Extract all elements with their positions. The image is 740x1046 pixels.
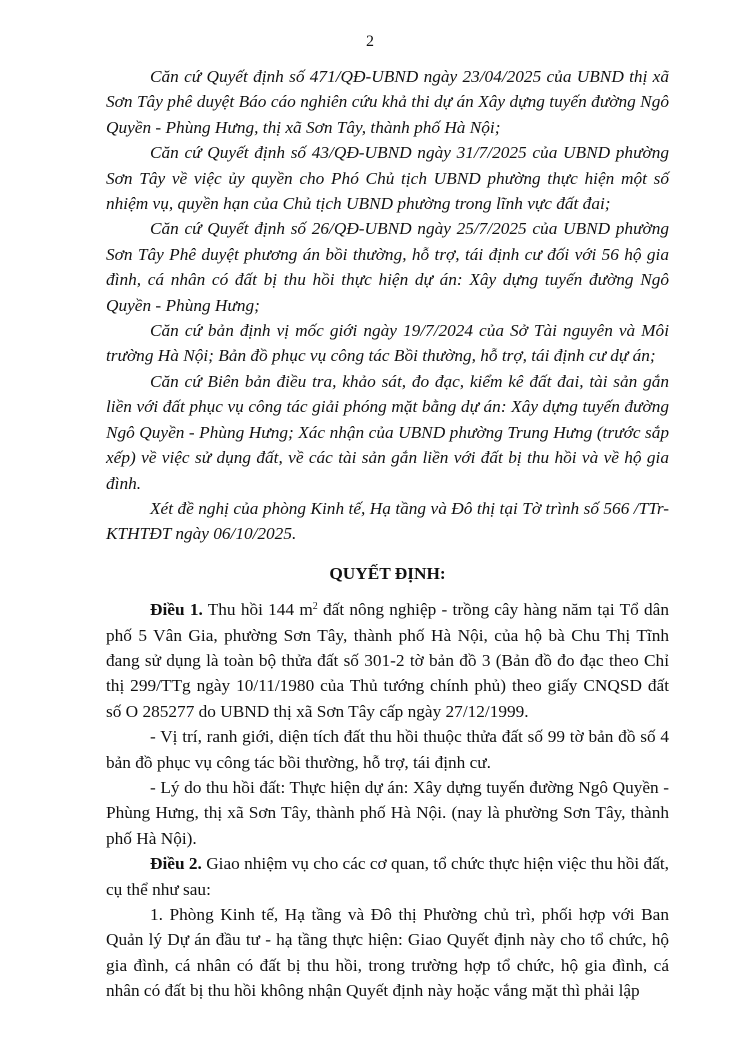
article-1-bullet: - Vị trí, ranh giới, diện tích đất thu hồi thuộc thửa đất số 99 tờ bản đồ số 4 bản đồ phục vụ công tác bồi thường, hỗ trợ, tái định cư.: [106, 727, 669, 772]
area-unit-superscript: 2: [312, 601, 318, 613]
preamble-paragraph: Căn cứ bản định vị mốc giới ngày 19/7/2024 của Sở Tài nguyên và Môi trường Hà Nội; Bản đồ phục vụ công tác Bồi thường, hỗ trợ, tái định cư dự án;: [106, 321, 669, 366]
preamble-paragraph: Căn cứ Quyết định số 26/QĐ-UBND ngày 25/7/2025 của UBND phường Sơn Tây Phê duyệt phương án bồi thường, hỗ trợ, tái định cư đối với 56 hộ gia đình, cá nhân có đất bị thu hồi thực hiện dự án: Xây dựng tuyến đường Ngô Quyền - Phùng Hưng;: [106, 219, 669, 315]
page-number: 2: [366, 33, 374, 50]
preamble-paragraph: Căn cứ Biên bản điều tra, khảo sát, đo đạc, kiểm kê đất đai, tài sản gắn liền với đất phục vụ công tác giải phóng mặt bằng dự án: Xây dựng tuyến đường Ngô Quyền - Phùng Hưng; Xác nhận của UBND phường Trung Hưng (trước sắp xếp) về việc sử dụng đất, về các tài sản gắn liền với đất bị thu hồi và về hộ gia đình.: [106, 371, 669, 493]
article-1-label: Điều 1.: [150, 600, 203, 620]
article-1-text-start: Thu hồi 144 m: [202, 600, 313, 620]
article-2-text: Giao nhiệm vụ cho các cơ quan, tổ chức thực hiện việc thu hồi đất, cụ thể như sau:: [106, 854, 669, 899]
preamble-paragraph: Căn cứ Quyết định số 471/QĐ-UBND ngày 23/04/2025 của UBND thị xã Sơn Tây phê duyệt Báo cáo nghiên cứu khả thi dự án Xây dựng tuyến đường Ngô Quyền - Phùng Hưng, thị xã Sơn Tây, thành phố Hà Nội;: [106, 67, 669, 137]
document-body: [106, 64, 669, 1004]
decision-heading: QUYẾT ĐỊNH:: [329, 563, 446, 583]
article-2-item: 1. Phòng Kinh tế, Hạ tầng và Đô thị Phường chủ trì, phối hợp với Ban Quản lý Dự án đầu tư - hạ tầng thực hiện: Giao Quyết định này cho tổ chức, hộ gia đình, cá nhân có đất bị thu hồi, trong trường hợp tổ chức, hộ gia đình, cá nhân có đất bị thu hồi không nhận Quyết định này hoặc vắng mặt thì phải lập: [106, 905, 669, 1001]
article-1-text-end: đất nông nghiệp - trồng cây hàng năm tại Tổ dân phố 5 Vân Gia, phường Sơn Tây, thành phố Hà Nội, của hộ bà Chu Thị Tĩnh đang sử dụng là toàn bộ thửa đất số 301-2 tờ bản đồ 3 (Bản đồ đo đạc theo Chỉ thị 299/TTg ngày 10/11/1980 của Thủ tướng chính phủ) theo giấy CNQSD đất số O 285277 do UBND thị xã Sơn Tây cấp ngày 27/12/1999.: [106, 600, 669, 721]
article-1-paragraph: [106, 597, 669, 724]
article-1-bullet: - Lý do thu hồi đất: Thực hiện dự án: Xây dựng tuyến đường Ngô Quyền - Phùng Hưng, thị xã Sơn Tây, thành phố Hà Nội. (nay là phường Sơn Tây, thành phố Hà Nội).: [106, 777, 669, 848]
article-2-paragraph: [106, 851, 669, 902]
article-2-label: Điều 2.: [150, 854, 202, 874]
preamble-paragraph: Căn cứ Quyết định số 43/QĐ-UBND ngày 31/7/2025 của UBND phường Sơn Tây về việc ủy quyền cho Phó Chủ tịch UBND phường thực hiện một số nhiệm vụ, quyền hạn của Chủ tịch UBND phường trong lĩnh vực đất đai;: [106, 143, 669, 214]
preamble-paragraph: Xét đề nghị của phòng Kinh tế, Hạ tầng và Đô thị tại Tờ trình số 566 /TTr-KTHTĐT ngày 06/10/2025.: [106, 498, 669, 544]
